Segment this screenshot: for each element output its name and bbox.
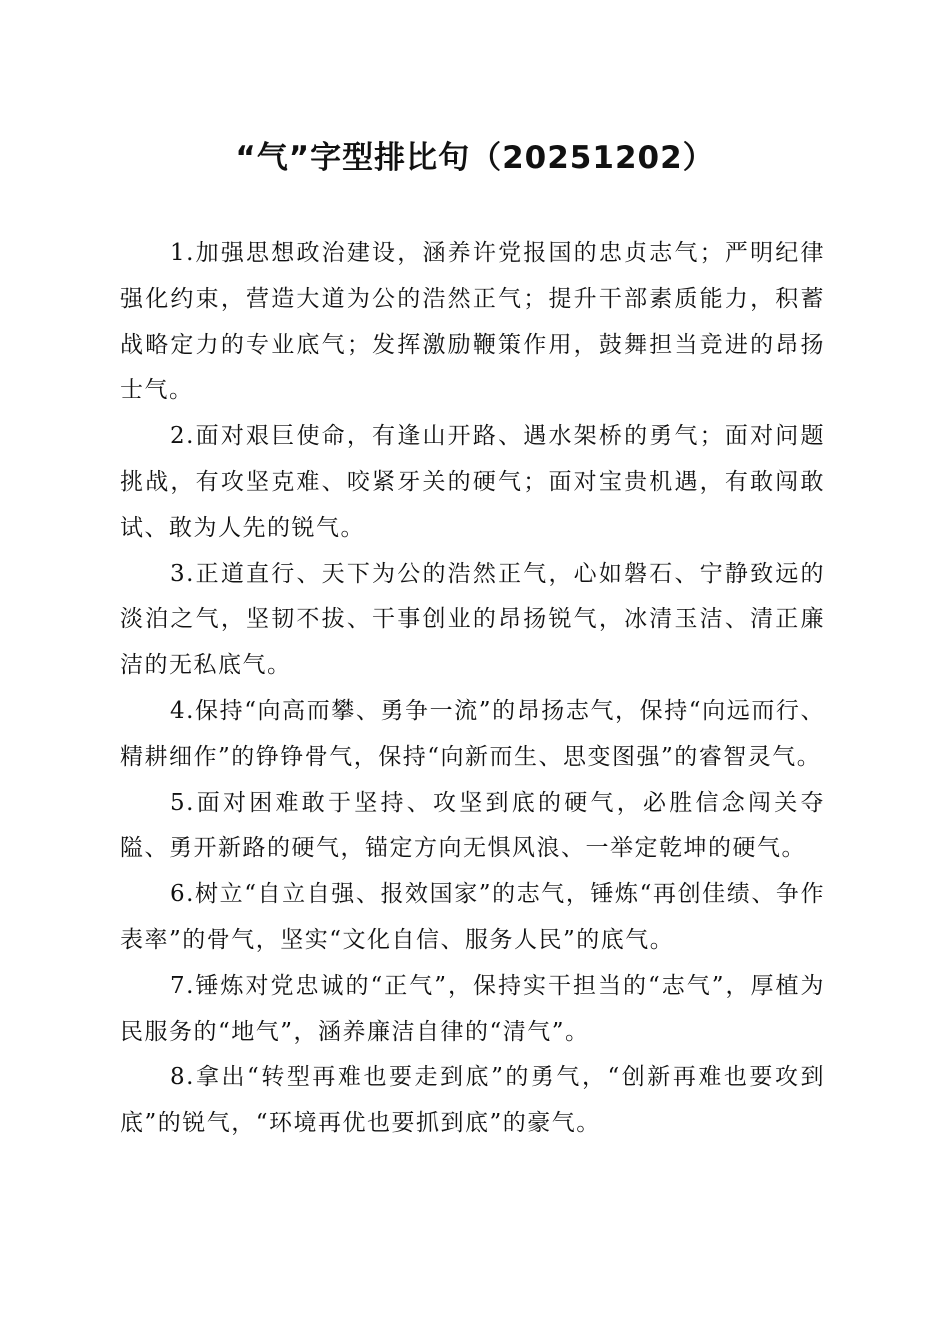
paragraph-7: 7.锤炼对党忠诚的“正气”，保持实干担当的“志气”，厚植为民服务的“地气”，涵养廉洁自律的“清气”。 [120, 972, 825, 1045]
paragraph-1: 1.加强思想政治建设，涵养许党报国的忠贞志气；严明纪律强化约束，营造大道为公的浩然正气；提升干部素质能力，积蓄战略定力的专业底气；发挥激励鞭策作用，鼓舞担当竞进的昂扬士气。 [120, 240, 825, 404]
paragraph-2: 2.面对艰巨使命，有逢山开路、遇水架桥的勇气；面对问题挑战，有攻坚克难、咬紧牙关的硬气；面对宝贵机遇，有敢闯敢试、敢为人先的锐气。 [120, 423, 825, 541]
document-title: “气”字型排比句（20251202） [235, 140, 715, 176]
paragraph-8: 8.拿出“转型再难也要走到底”的勇气，“创新再难也要攻到底”的锐气，“环境再优也要抓到底”的豪气。 [120, 1064, 825, 1137]
paragraph-3: 3.正道直行、天下为公的浩然正气，心如磐石、宁静致远的淡泊之气，坚韧不拔、干事创业的昂扬锐气，冰清玉洁、清正廉洁的无私底气。 [120, 560, 825, 679]
paragraph-5: 5.面对困难敢于坚持、攻坚到底的硬气，必胜信念闯关夺隘、勇开新路的硬气，锚定方向无惧风浪、一举定乾坤的硬气。 [120, 789, 825, 862]
paragraph-6: 6.树立“自立自强、报效国家”的志气，锤炼“再创佳绩、争作表率”的骨气，坚实“文化自信、服务人民”的底气。 [120, 881, 825, 953]
paragraph-4: 4.保持“向高而攀、勇争一流”的昂扬志气，保持“向远而行、精耕细作”的铮铮骨气，保持“向新而生、思变图强”的睿智灵气。 [120, 697, 825, 770]
document-body [120, 231, 825, 1147]
